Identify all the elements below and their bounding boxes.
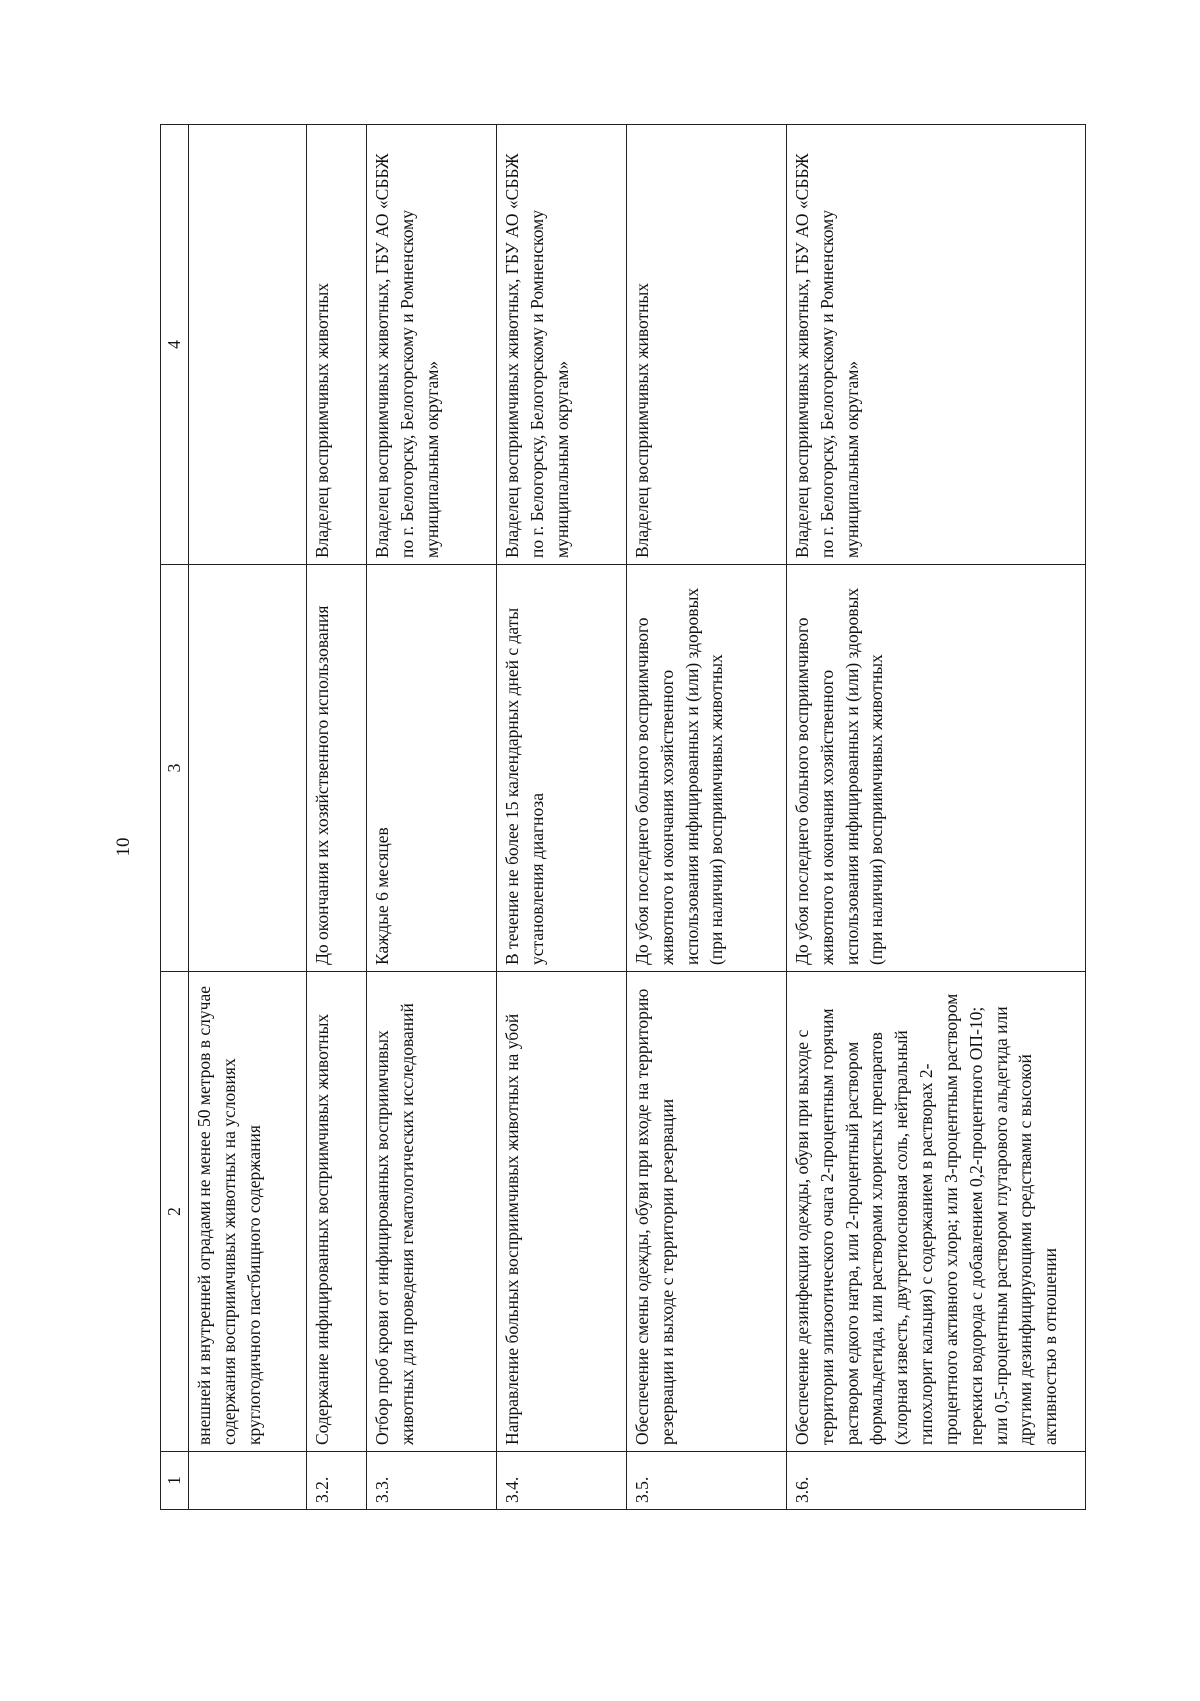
row-number: 3.4. — [496, 1452, 626, 1510]
table-row — [306, 125, 366, 1510]
header-col-1: 1 — [161, 1452, 189, 1510]
measure-cell: Обеспечение смены одежды, обуви при входе на территорию резервации и выходе с территории резервации — [626, 972, 786, 1452]
measure-cell: внешней и внутренней оградами не менее 50 метров в случае содержания восприимчивых животных на условиях круглогодичного пастбищного содержания — [188, 972, 306, 1452]
measure-cell: Направление больных восприимчивых животных на убой — [496, 972, 626, 1452]
table-row — [188, 125, 306, 1510]
row-number — [188, 1452, 306, 1510]
table-row — [626, 125, 786, 1510]
deadline-cell: До убоя последнего больного восприимчивого животного и окончания хозяйственного использования инфицированных и (или) здоровых (при наличии) восприимчивых животных — [786, 565, 1085, 972]
responsible-cell: Владелец восприимчивых животных — [306, 125, 366, 565]
responsible-cell: Владелец восприимчивых животных, ГБУ АО «СББЖ по г. Белогорску, Белогорскому и Ромненскому муниципальным округам» — [366, 125, 496, 565]
deadline-cell — [188, 565, 306, 972]
row-number: 3.5. — [626, 1452, 786, 1510]
table-row — [786, 125, 1085, 1510]
row-number: 3.6. — [786, 1452, 1085, 1510]
header-col-3: 3 — [161, 565, 189, 972]
responsible-cell: Владелец восприимчивых животных, ГБУ АО «СББЖ по г. Белогорску, Белогорскому и Ромненскому муниципальным округам» — [496, 125, 626, 565]
responsible-cell: Владелец восприимчивых животных, ГБУ АО «СББЖ по г. Белогорску, Белогорскому и Ромненскому муниципальным округам» — [786, 125, 1085, 565]
measure-cell: Отбор проб крови от инфицированных восприимчивых животных для проведения гематологических исследований — [366, 972, 496, 1452]
table-row — [496, 125, 626, 1510]
rotated-table-container — [160, 125, 1086, 1510]
page-number: 10 — [113, 837, 134, 857]
row-number: 3.2. — [306, 1452, 366, 1510]
responsible-cell: Владелец восприимчивых животных — [626, 125, 786, 565]
responsible-cell — [188, 125, 306, 565]
table-row — [366, 125, 496, 1510]
table-header-row — [161, 125, 189, 1510]
header-col-4: 4 — [161, 125, 189, 565]
deadline-cell: До окончания их хозяйственного использования — [306, 565, 366, 972]
measure-cell: Содержание инфицированных восприимчивых животных — [306, 972, 366, 1452]
measure-cell: Обеспечение дезинфекции одежды, обуви при выходе с территории эпизоотического очага 2-процентным горячим раствором едкого натра, или 2-процентный раствором формальдегида, или растворами хлористых препаратов (хлорная известь, двутретиосновная соль, нейтральный гипохлорит кальция) с содержанием в растворах 2-процентного активного хлора; или 3-процентным раствором перекиси водорода с добавлением 0,2-процентного ОП-10; или 0,5-процентным раствором глутарового альдегида или другими дезинфицирующими средствами с высокой активностью в отношении — [786, 972, 1085, 1452]
deadline-cell: До убоя последнего больного восприимчивого животного и окончания хозяйственного использования инфицированных и (или) здоровых (при наличии) восприимчивых животных — [626, 565, 786, 972]
header-col-2: 2 — [161, 972, 189, 1452]
measures-table — [160, 124, 1086, 1510]
deadline-cell: В течение не более 15 календарных дней с даты установления диагноза — [496, 565, 626, 972]
row-number: 3.3. — [366, 1452, 496, 1510]
deadline-cell: Каждые 6 месяцев — [366, 565, 496, 972]
